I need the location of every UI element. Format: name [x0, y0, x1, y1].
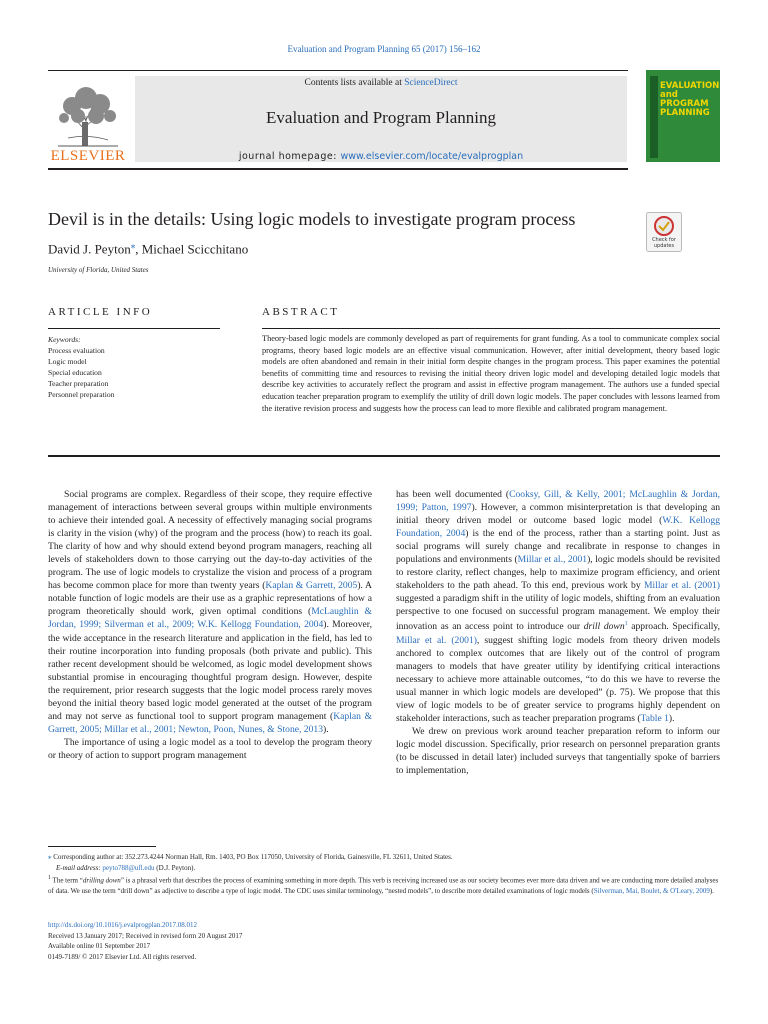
author-2: , Michael Scicchitano: [135, 241, 249, 257]
keyword: Teacher preparation: [48, 379, 109, 388]
journal-cover-strip: [650, 76, 658, 158]
footnote-text: ).: [709, 886, 714, 895]
body-paragraph: [396, 488, 720, 725]
doi-link[interactable]: http://dx.doi.org/10.1016/j.evalprogplan.2017.08.012: [48, 921, 197, 929]
corresponding-author-mark[interactable]: ⁎: [130, 240, 136, 250]
body-text: ).: [323, 723, 329, 735]
article-info-heading: ARTICLE INFO: [48, 306, 153, 318]
article-title: Devil is in the details: Using logic models to investigate program process: [48, 209, 576, 229]
header-rule-bottom: [48, 168, 628, 170]
citation-link[interactable]: Silverman, Mai, Boulet, & O'Leary, 2009: [593, 886, 710, 895]
citation-link[interactable]: W.K. Kellogg Foundation, 2004: [396, 515, 720, 540]
body-text: suggested a paradigm shift in the utility of logic models, shifting from an evaluation perspective to one focused on successful program management. We employ their innovation as an access point to introduce our: [396, 593, 720, 633]
copyright: 0149-7189/ © 2017 Elsevier Ltd. All rights reserved.: [48, 952, 197, 961]
header-rule-top: [48, 70, 628, 71]
body-text: , suggest shifting logic models from theory driven models anchored to complex outcomes that are likely out of the control of program managers to models that have greater utility by identifying critical interactions necessary to achieve more attainable outcomes, “to do this we have to reverse the usual manner in which logic models are developed” (p. 75). We propose that this view of logic models to be of greater service to programs highly dependent on stakeholder interactions, such as teacher preparation programs (: [396, 634, 720, 724]
contents-prefix: Contents lists available at: [304, 78, 405, 88]
emphasis-text: drill down: [583, 621, 625, 633]
footnote-text: (D.J. Peyton).: [154, 863, 196, 872]
journal-citation[interactable]: Evaluation and Program Planning 65 (2017) 156–162: [287, 44, 481, 54]
journal-cover-title: [660, 82, 718, 118]
body-column-left: [48, 488, 372, 762]
contents-line: [135, 78, 627, 88]
available-online: Available online 01 September 2017: [48, 942, 151, 950]
body-column-right: [396, 488, 720, 777]
body-text: Social programs are complex. Regardless of their scope, they require effective management of interactions between several groups within multiple environments to achieve their intended goal. A necessity of effectively managing social programs is clarity in the vision (why) of the program and the process (how) to reach its goal. The clarity of how and why should extend beyond program managers, reaching all levels of stakeholders down to those carrying out the day-to-day activities of the program. The use of logic models to crystalize the vision and process of a program has become common place for more than twenty years (: [48, 489, 372, 592]
svg-text:Check for: Check for: [652, 237, 676, 243]
section-divider: [48, 455, 720, 457]
footnote-text: The term “: [50, 876, 83, 885]
email-note: [48, 863, 720, 874]
elsevier-wordmark: ELSEVIER: [50, 148, 126, 164]
homepage-label: journal homepage:: [238, 151, 341, 162]
body-text: ). Moreover, the wide acceptance in the research literature and application in the field, has led to their routine incorporation into funding proposals (both private and public). This rather recent development should be welcomed, as logic model development shows substantial promise in encouraging thoughtful program design. However, despite the requirement, prior research suggests that the logic model process rarely moves beyond the initial theory based logic model generated at the outset of the program and may not serve as functional tool to support program management (: [48, 619, 372, 722]
citation-link[interactable]: Millar et al. (2001): [644, 580, 720, 592]
footnote-link[interactable]: 1: [624, 621, 628, 628]
svg-text:updates: updates: [653, 243, 675, 249]
body-text: ). A notable function of logic models are their use as a graphic representations of how a program theoretically should work, given optimal conditions (: [48, 580, 372, 618]
journal-cover-title-text: EVALUATION and PROGRAM PLANNING: [660, 81, 720, 118]
body-text: ), logic models should be revisited to restore clarity, reflect changes, help to maximize program efficiency, and orient stakeholders to the path ahead. To this end, previous work by: [396, 554, 720, 592]
body-paragraph: [48, 488, 372, 736]
body-text: approach. Specifically,: [627, 621, 720, 633]
publication-info: [48, 920, 720, 962]
body-text: ). However, a common misinterpretation is that developing an initial theory driven model or outcome based logic model (: [396, 502, 720, 527]
footnote-rule: [48, 846, 156, 847]
received-dates: Received 13 January 2017; Received in revised form 20 August 2017: [48, 931, 243, 940]
keywords-label: Keywords:: [48, 335, 81, 344]
email-label: E-mail address:: [56, 863, 103, 872]
abstract-heading: ABSTRACT: [262, 306, 340, 318]
keyword: Process evaluation: [48, 346, 105, 355]
homepage-link[interactable]: www.elsevier.com/locate/evalprogplan: [340, 151, 524, 162]
sciencedirect-link[interactable]: ScienceDirect: [404, 78, 458, 88]
keyword: Logic model: [48, 357, 87, 366]
body-text: has been well documented (: [396, 489, 510, 500]
citation-link[interactable]: Millar et al. (2001): [396, 634, 477, 646]
email-link[interactable]: peyto788@ufl.edu: [102, 863, 155, 872]
table-link[interactable]: Table 1: [640, 712, 669, 724]
author-1: David J. Peyton: [48, 241, 131, 257]
citation-link[interactable]: Kaplan & Garrett, 2005: [265, 580, 358, 592]
citation-link[interactable]: McLaughlin & Jordan, 1999; Silverman et al., 2009; W.K. Kellogg Foundation, 2004: [48, 606, 372, 631]
body-text: ) is the end of the process, rather than a starting point. Just as social programs will surely change and recalibrate in response to changes in populations and environments (: [396, 528, 720, 566]
citation-link[interactable]: Kaplan & Garrett, 2005; Millar et al., 2001; Newton, Poon, Nunes, & Stone, 2013: [48, 710, 372, 735]
abstract-text: Theory-based logic models are commonly developed as part of requirements for grant funding. As a tool to communicate complex social programs, theory based logic models are an effective visual communication. However, after initial development, theory based logic models are often abandoned and remain in their initial form despite changes in the program process. This paper examines the potential benefits of committing time and resources to revising the initial theory driven logic model and developing detailed logic models that describe key activities to accurately reflect the program and assist in effective program management. The authors use a funded special education teacher preparation program to exemplify the utility of drill down logic models. The paper concludes with lessons learned from the iterative revision process and suggests how the process can lead to more flexible and calibrated program management.: [262, 334, 720, 413]
body-paragraph: The importance of using a logic model as a tool to develop the program theory or theory of action to support program management: [48, 736, 372, 761]
body-paragraph: We drew on previous work around teacher preparation reform to inform our logic model discussion. Specifically, prior research on personnel preparation grants (to be discussed in detail later) included surveys that tangentially spoke of barriers to implementation,: [396, 726, 720, 777]
article-info-rule: [48, 328, 220, 329]
homepage-line: [135, 151, 627, 162]
citation-link[interactable]: Millar et al., 2001: [517, 554, 588, 566]
keyword: Special education: [48, 368, 102, 377]
body-text: ).: [668, 712, 675, 724]
citation-link[interactable]: Cooksy, Gill, & Kelly, 2001; McLaughlin & Jordan, 1999; Patton, 1997: [396, 489, 721, 514]
check-for-updates-icon[interactable]: [646, 212, 682, 252]
authors: [48, 240, 248, 257]
footnote-text: ” is a phrasal verb that describes the process of examining something in more depth. This verb is receiving increased use as our society becomes ever more data driven and we are conducting more detailed analyses of data. We use the term “drill down” as adjective to describe a type of logic model. The CDC uses similar terminology, “nested models”, to describe more detailed examinations of logic models (: [48, 876, 719, 895]
footnote-mark: 1: [48, 875, 51, 881]
footnote-mark: ⁎: [48, 853, 52, 861]
abstract-rule: [262, 328, 720, 329]
affiliation: University of Florida, United States: [48, 266, 149, 274]
keyword: Personnel preparation: [48, 390, 115, 399]
emphasis-text: drilling down: [82, 876, 121, 885]
keywords-block: [48, 334, 218, 400]
journal-title: Evaluation and Program Planning: [266, 108, 496, 127]
footnotes: [48, 852, 720, 896]
footnote-text: Corresponding author at: 352.273.4244 Norman Hall, Rm. 1403, PO Box 117050, University of Florida, Gainesville, FL 32611, United States.: [51, 853, 453, 861]
footnote-1: [48, 873, 720, 896]
corresponding-author-note: [48, 852, 720, 863]
